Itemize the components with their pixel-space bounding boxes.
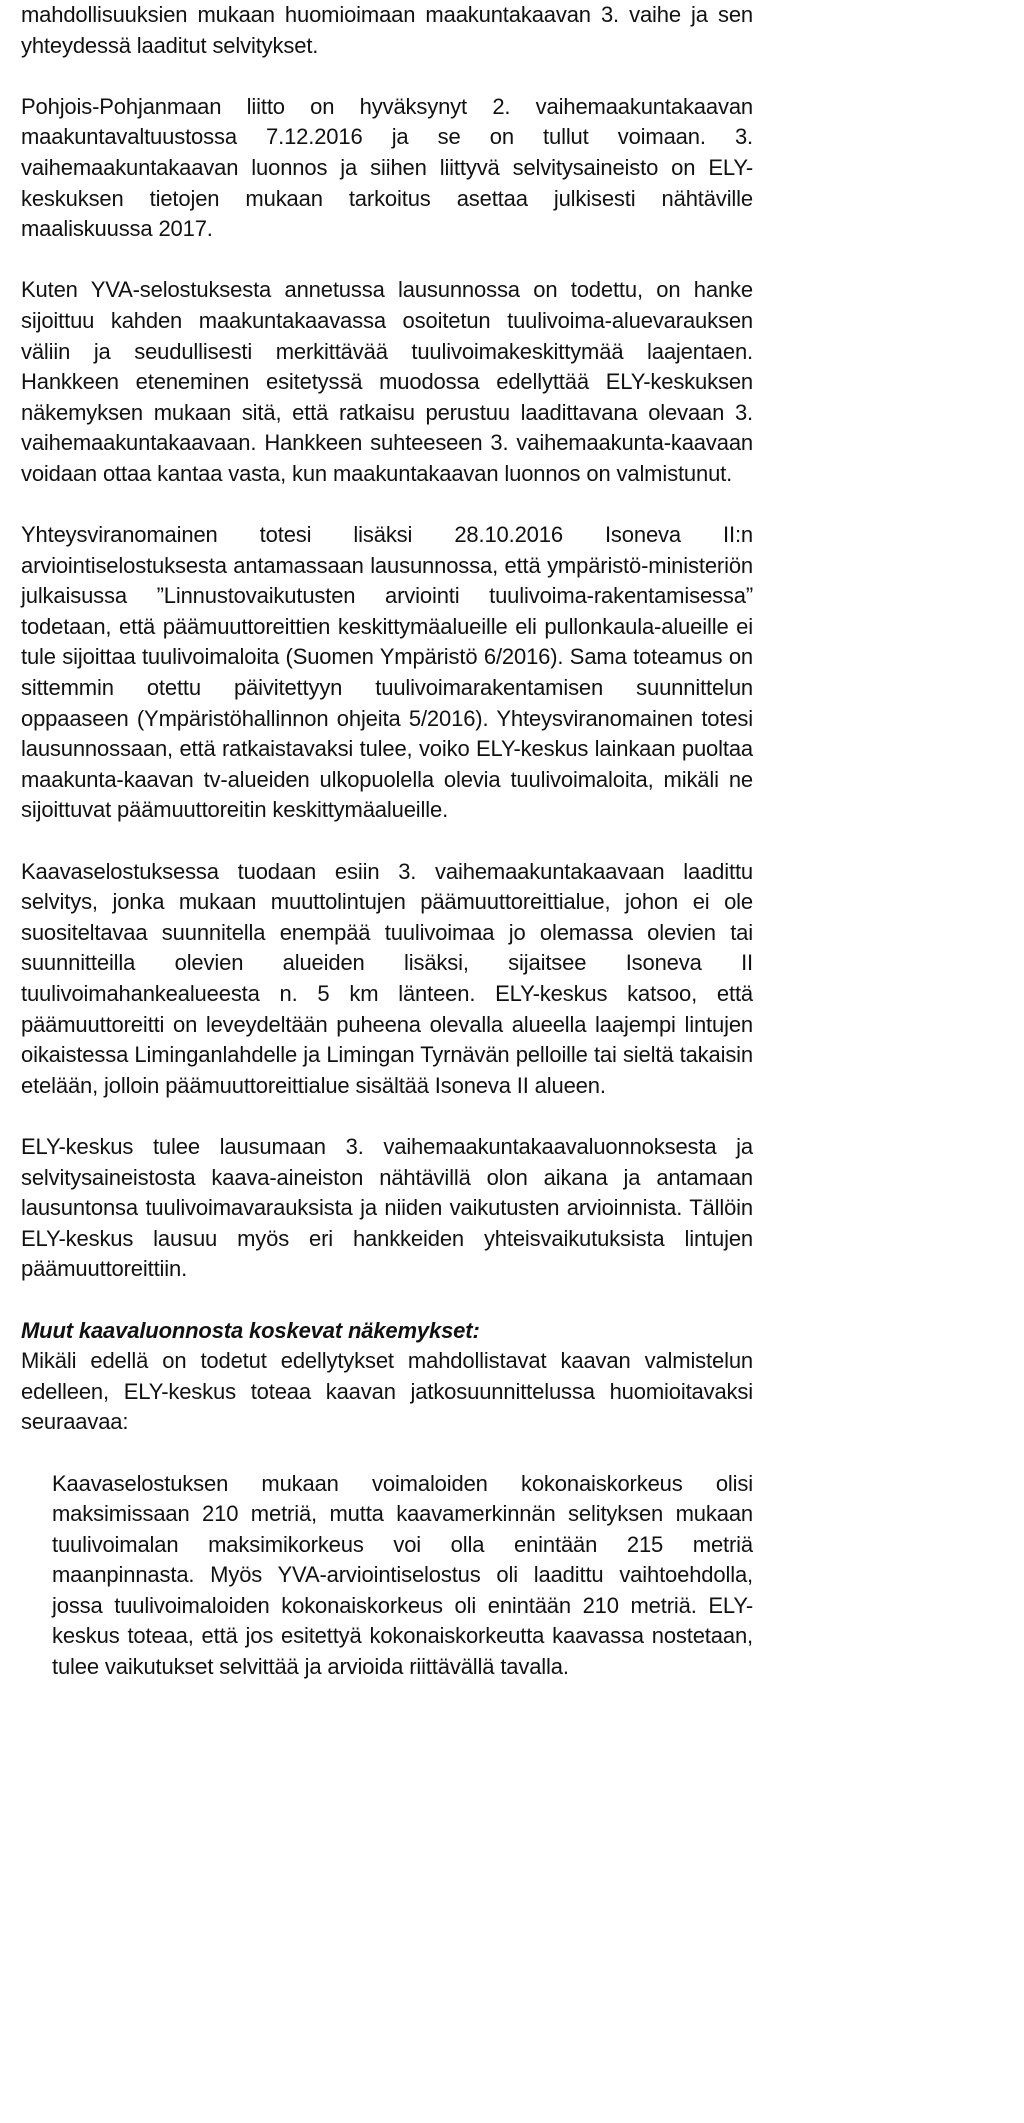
paragraph-turbine-height: Kaavaselostuksen mukaan voimaloiden kokonaiskorkeus olisi maksimissaan 210 metriä, mutta kaavamerkinnän selityksen mukaan tuulivoimalan maksimikorkeus voi olla enintään 215 metriä maanpinnasta. Myös YVA-arviointiselostus oli laadittu vaihtoehdolla, jossa tuulivoimaloiden kokonaiskorkeus oli enintään 210 metriä. ELY-keskus toteaa, että jos esitettyä kokonaiskorkeutta kaavassa nostetaan, tulee vaikutukset selvittää ja arvioida riittävällä tavalla.	[52, 1470, 753, 1680]
paragraph-gap	[21, 245, 753, 276]
paragraph-regional-council: Pohjois-Pohjanmaan liitto on hyväksynyt 2. vaihemaakuntakaavan maakuntavaltuustossa 7.12.2016 ja se on tullut voimaan. 3. vaihemaakuntakaavan luonnos ja siihen liittyvä selvitysaineisto on ELY-keskuksen tietojen mukaan tarkoitus asettaa julkisesti nähtäville maaliskuussa 2017.	[21, 93, 753, 242]
paragraph-gap	[21, 1285, 753, 1316]
paragraph-ely-statement: ELY-keskus tulee lausumaan 3. vaihemaakuntakaavaluonnoksesta ja selvitysaineistosta kaava-aineiston nähtävillä olon aikana ja antamaan lausuntonsa tuulivoimavarauksista ja niiden vaikutusten arvioinnista. Tällöin ELY-keskus lausuu myös eri hankkeiden yhteisvaikutuksista lintujen päämuuttoreittiin.	[21, 1133, 753, 1282]
paragraph-gap	[21, 1438, 753, 1469]
paragraph-intro-continued: mahdollisuuksien mukaan huomioimaan maakuntakaavan 3. vaihe ja sen yhteydessä laaditut selvitykset.	[21, 2, 753, 58]
paragraph-gap	[21, 1101, 753, 1132]
paragraph-gap	[21, 61, 753, 92]
paragraph-contact-authority: Yhteysviranomainen totesi lisäksi 28.10.2016 Isoneva II:n arviointiselostuksesta antamassaan lausunnossa, että ympäristö-ministeriön julkaisussa ”Linnustovaikutusten arviointi tuulivoima-rakentamisessa” todetaan, että päämuuttoreittien keskittymäalueille eli pullonkaula-alueille ei tule sijoittaa tuulivoimaloita (Suomen Ympäristö 6/2016). Sama toteamus on sittemmin otettu päivitettyyn tuulivoimarakentamisen suunnittelun oppaaseen (Ympäristöhallinnon ohjeita 5/2016). Yhteysviranomainen totesi lausunnossaan, että ratkaistavaksi tulee, voiko ELY-keskus lainkaan puoltaa maakunta-kaavan tv-alueiden ulkopuolella olevia tuulivoimaloita, mikäli ne sijoittuvat päämuuttoreitin keskittymäalueille.	[21, 522, 753, 823]
document-page	[21, 0, 753, 1683]
section-heading: Muut kaavaluonnosta koskevat näkemykset:	[21, 1317, 480, 1343]
paragraph-plan-description: Kaavaselostuksessa tuodaan esiin 3. vaihemaakuntakaavaan laadittu selvitys, jonka mukaan muuttolintujen päämuuttoreittialue, johon ei ole suositeltavaa suunnitella enempää tuulivoimaa jo olemassa olevien tai suunnitteilla olevien alueiden lisäksi, sijaitsee Isoneva II tuulivoimahankealueesta n. 5 km länteen. ELY-keskus katsoo, että päämuuttoreitti on leveydeltään puheena olevalla alueella laajempi lintujen oikaistessa Liminganlahdelle ja Limingan Tyrnävän pelloille tai sieltä takaisin etelään, jolloin päämuuttoreittialue sisältää Isoneva II alueen.	[21, 858, 753, 1098]
paragraph-yva-statement: Kuten YVA-selostuksesta annetussa lausunnossa on todettu, on hanke sijoittuu kahden maakuntakaavassa osoitetun tuulivoima-aluevarauksen väliin ja seudullisesti merkittävää tuulivoimakeskittymää laajentaen. Hankkeen eteneminen esitetyssä muodossa edellyttää ELY-keskuksen näkemyksen mukaan sitä, että ratkaisu perustuu laadittavana olevaan 3. vaihemaakuntakaavaan. Hankkeen suhteeseen 3. vaihemaakunta-kaavaan voidaan ottaa kantaa vasta, kun maakuntakaavan luonnos on valmistunut.	[21, 277, 753, 486]
paragraph-further-planning: Mikäli edellä on todetut edellytykset mahdollistavat kaavan valmistelun edelleen, ELY-keskus toteaa kaavan jatkosuunnittelussa huomioitavaksi seuraavaa:	[21, 1348, 753, 1435]
paragraph-gap	[21, 826, 753, 857]
paragraph-gap	[21, 490, 753, 521]
